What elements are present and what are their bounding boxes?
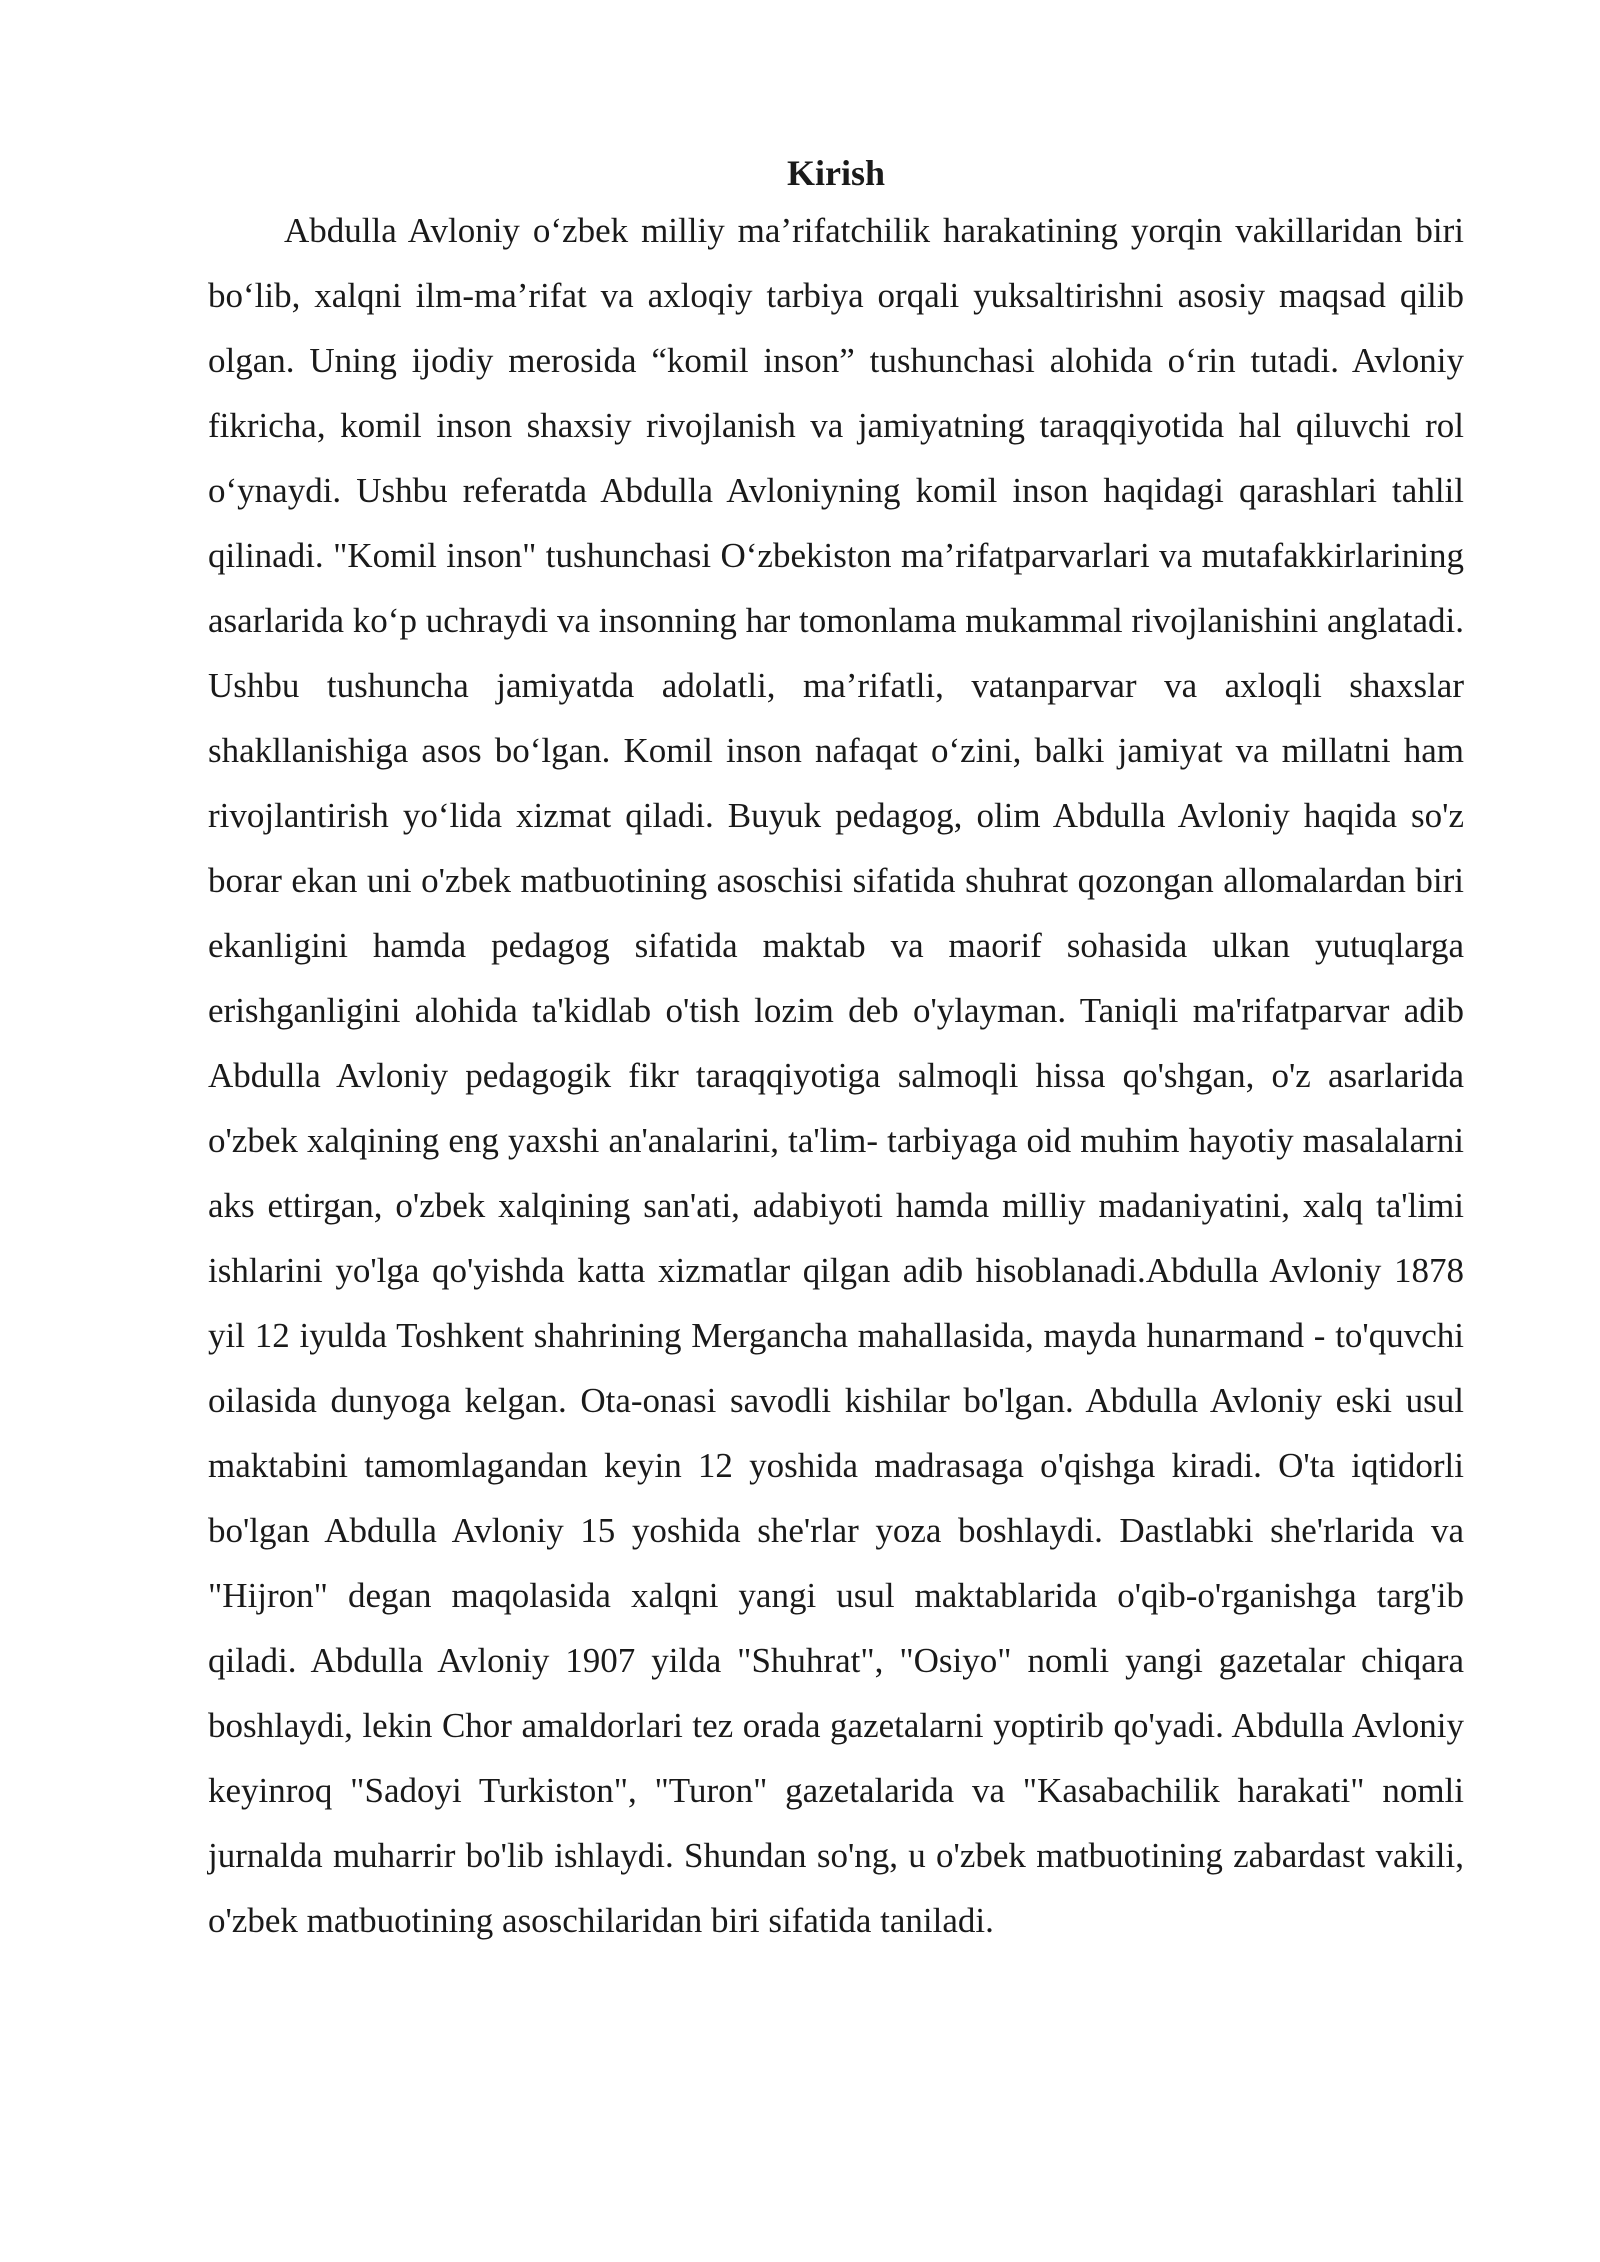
document-content — [208, 150, 1464, 1953]
body-paragraph: Abdulla Avloniy o‘zbek milliy ma’rifatchilik harakatining yorqin vakillaridan biri bo‘lib, xalqni ilm-ma’rifat va axloqiy tarbiya orqali yuksaltirishni asosiy maqsad qilib olgan. Uning ijodiy merosida “komil inson” tushunchasi alohida o‘rin tutadi. Avloniy fikricha, komil inson shaxsiy rivojlanish va jamiyatning taraqqiyotida hal qiluvchi rol o‘ynaydi. Ushbu referatda Abdulla Avloniyning komil inson haqidagi qarashlari tahlil qilinadi. "Komil inson" tushunchasi O‘zbekiston ma’rifatparvarlari va mutafakkirlarining asarlarida ko‘p uchraydi va insonning har tomonlama mukammal rivojlanishini anglatadi. Ushbu tushuncha jamiyatda adolatli, ma’rifatli, vatanparvar va axloqli shaxslar shakllanishiga asos bo‘lgan. Komil inson nafaqat o‘zini, balki jamiyat va millatni ham rivojlantirish yo‘lida xizmat qiladi. Buyuk pedagog, olim Abdulla Avloniy haqida so'z borar ekan uni o'zbek matbuotining asoschisi sifatida shuhrat qozongan allomalardan biri ekanligini hamda pedagog sifatida maktab va maorif sohasida ulkan yutuqlarga erishganligini alohida ta'kidlab o'tish lozim deb o'ylayman. Taniqli ma'rifatparvar adib Abdulla Avloniy pedagogik fikr taraqqiyotiga salmoqli hissa qo'shgan, o'z asarlarida o'zbek xalqining eng yaxshi an'analarini, ta'lim- tarbiyaga oid muhim hayotiy masalalarni aks ettirgan, o'zbek xalqining san'ati, adabiyoti hamda milliy madaniyatini, xalq ta'limi ishlarini yo'lga qo'yishda katta xizmatlar qilgan adib hisoblanadi.Abdulla Avloniy 1878 yil 12 iyulda Toshkent shahrining Merganchа mahallasida, mayda hunarmand - to'quvchi oilasida dunyoga kelgan. Ota-onasi savodli kishilar bo'lgan. Abdulla Avloniy eski usul maktabini tamomlagandan keyin 12 yoshida madrasaga o'qishga kiradi. O'ta iqtidorli bo'lgan Abdulla Avloniy 15 yoshida she'rlar yoza boshlaydi. Dastlabki she'rlarida va "Hijron" degan maqolasida xalqni yangi usul maktablarida o'qib-o'rganishga targ'ib qiladi. Abdulla Avloniy 1907 yilda "Shuhrat", "Osiyo" nomli yangi gazetalar chiqara boshlaydi, lekin Chor amaldorlari tez orada gazetalarni yoptirib qo'yadi. Abdulla Avloniy keyinroq "Sadoyi Turkiston", "Turon" gazetalarida va "Kasabachilik harakati" nomli jurnalda muharrir bo'lib ishlaydi. Shundan so'ng, u o'zbek matbuotining zabardast vakili, o'zbek matbuotining asoschilaridan biri sifatida taniladi. — [208, 211, 1464, 1940]
document-title: Kirish — [786, 153, 885, 193]
